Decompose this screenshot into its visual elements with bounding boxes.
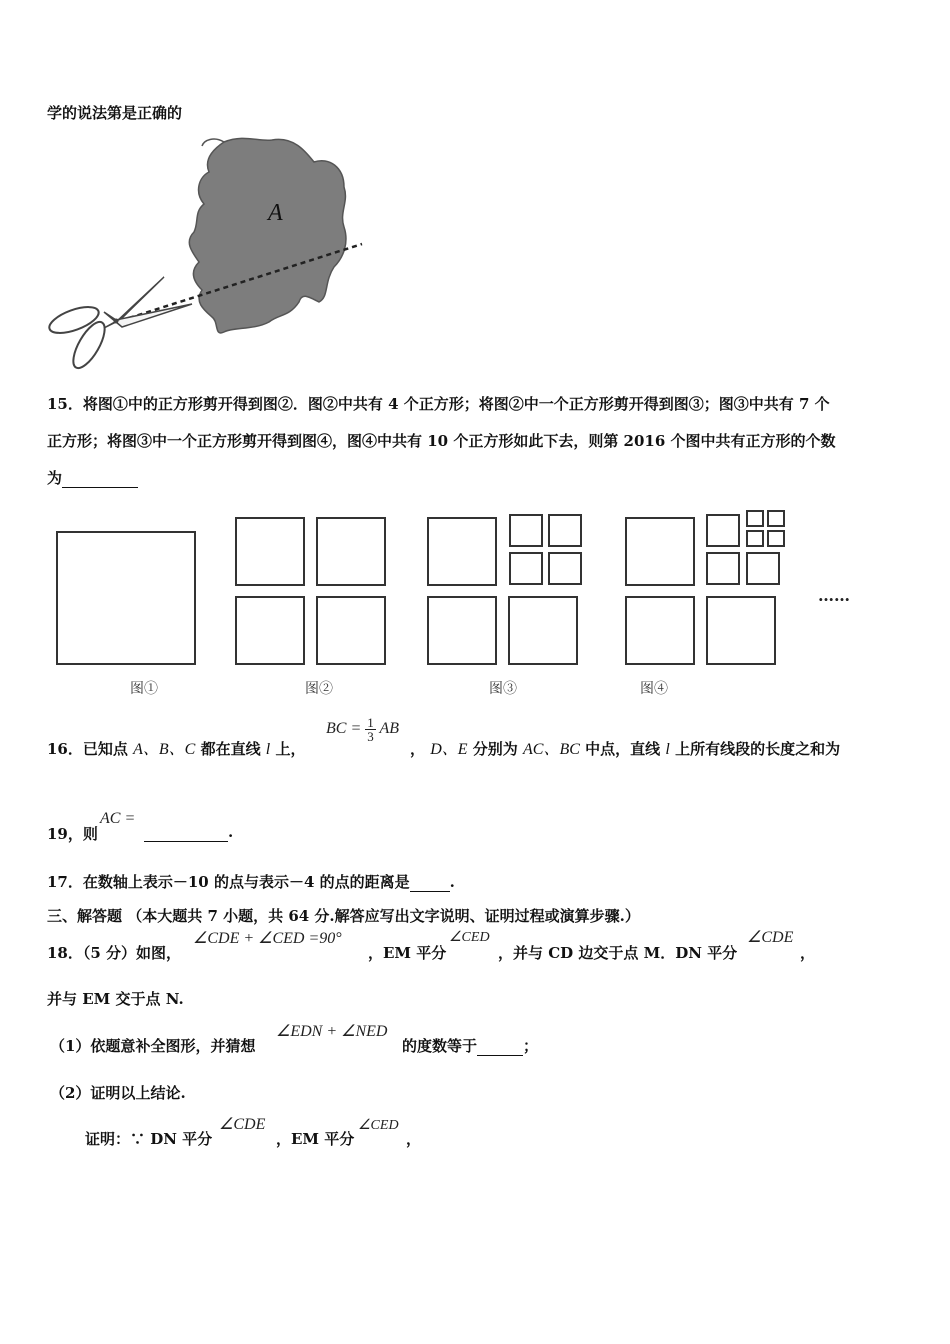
scissors-handle-1 [46,302,102,339]
q16-frac-den: 3 [367,729,374,744]
q18-sub-1: （1）依题意补全图形，并猜想 [50,1037,256,1055]
q16-points: A、B、C [133,741,196,758]
q18-proof-end: ， [406,1130,422,1148]
intro-line: 学的说法第是正确的 [47,104,183,122]
q18-mid-2: ，并与 CD 边交于点 M．DN 平分 [498,944,738,962]
q18-formula-1: ∠CDE + ∠CED =90° [193,930,342,947]
figure-2-square-tr [316,517,386,586]
q16-answer [144,823,233,842]
q16-midpoints: D、E [430,741,468,758]
q16-part4: ， [410,740,431,758]
q18-sub-1-formula: ∠EDN + ∠NED [276,1023,388,1040]
q15-answer-blank[interactable] [62,469,138,488]
q18-proof-prefix: 证明：∵ DN 平分 [85,1130,213,1148]
figure-2-square-tl [235,517,305,586]
figure-4-square-br [706,596,776,665]
q18-proof-formula-2: ∠CED [358,1118,399,1133]
leaf-label-a: A [268,200,283,226]
figure-4-tiny-2 [767,510,785,527]
figure-ellipsis: …… [818,586,850,605]
figure-label-2: 图② [305,681,333,697]
q16-part7: 上所有线段的长度之和为 [669,740,841,758]
q16-fraction [365,716,376,743]
figure-4-small-3 [706,552,740,585]
q16-answer-blank[interactable] [144,823,228,842]
q16-part3: 上， [270,740,306,758]
q18-mid-1: ，EM 平分 [368,944,447,962]
q16-formula-left: BC = [326,720,362,738]
figure-4-small-4 [746,552,780,585]
q18-sub-1-suffix: 的度数等于 [402,1037,478,1055]
q16-segments: AC、BC [523,741,580,758]
figure-4-tiny-3 [746,530,764,547]
q16-line-2 [47,823,98,844]
figure-4-square-bl [625,596,695,665]
q16-line-1-rest [410,736,840,759]
q16-formula-right: AB [379,720,400,738]
figure-3-small-4 [548,552,582,585]
q15-line-3-text: 为 [47,469,63,487]
leaf-shape [189,138,346,333]
figure-3-small-3 [509,552,543,585]
q16-part6: 中点，直线 [579,740,666,758]
q16-part5: 分别为 [467,740,524,758]
q17-suffix: . [449,873,455,891]
q18-proof-mid: ，EM 平分 [276,1130,355,1148]
q16-formula [326,716,399,743]
q18-proof-formula-1: ∠CDE [219,1116,266,1133]
figure-4-tiny-1 [746,510,764,527]
q16-part2: 都在直线 [195,740,266,758]
leaf-scissors-figure [44,132,374,377]
figure-3-square-bl [427,596,497,665]
figure-3-small-1 [509,514,543,547]
q15-line-3 [47,467,138,488]
q16-ac-formula: AC = [100,810,136,827]
q16-line2-prefix: 19，则 [47,825,98,843]
figure-3-square-tl [427,517,497,586]
q18-sub-2: （2）证明以上结论. [50,1084,186,1102]
figure-label-1: 图① [130,681,158,697]
figure-4-tiny-4 [767,530,785,547]
q15-line-1: 15．将图①中的正方形剪开得到图②．图②中共有 4 个正方形；将图②中一个正方形剪开得到图③；图③中共有 7 个 [47,395,830,413]
q16-part1: 16．已知点 [47,740,134,758]
figure-label-3: 图③ [489,681,517,697]
figure-2-square-bl [235,596,305,665]
q16-line-1 [47,736,305,759]
q18-line-1: 18．（5 分）如图， [47,944,182,962]
scissors-pivot [114,319,119,324]
q18-formula-3: ∠CDE [747,929,794,946]
q16-line2-suffix: . [228,823,234,841]
q15-line-2: 正方形；将图③中一个正方形剪开得到图④，图④中共有 10 个正方形如此下去，则第 2016 个图中共有正方形的个数 [47,432,836,450]
figure-label-4: 图④ [640,681,668,697]
figure-3-small-2 [548,514,582,547]
q18-sub-1-blank[interactable] [477,1037,523,1056]
q16-line-name-2: l [665,741,670,758]
q18-line-2: 并与 EM 交于点 N. [47,990,184,1008]
q17-answer-blank[interactable] [410,873,450,892]
q18-mid-3: ， [800,944,816,962]
q16-frac-num: 1 [367,715,374,730]
section-3-heading: 三、解答题 （本大题共 7 小题，共 64 分.解答应写出文字说明、证明过程或演算步骤.） [47,907,640,925]
scissors-handle-2 [67,317,110,372]
figure-4-square-tl [625,517,695,586]
q18-formula-2: ∠CED [449,930,490,945]
q18-sub-1-end [402,1035,538,1056]
q17-line [47,871,455,892]
figure-3-square-br [508,596,578,665]
figure-1-square [56,531,196,665]
figure-4-small-1 [706,514,740,547]
q18-sub-1-semicolon: ； [523,1037,539,1055]
q17-text: 17．在数轴上表示－10 的点与表示－4 的点的距离是 [47,873,410,891]
q16-line-name: l [265,741,271,758]
figure-2-square-br [316,596,386,665]
